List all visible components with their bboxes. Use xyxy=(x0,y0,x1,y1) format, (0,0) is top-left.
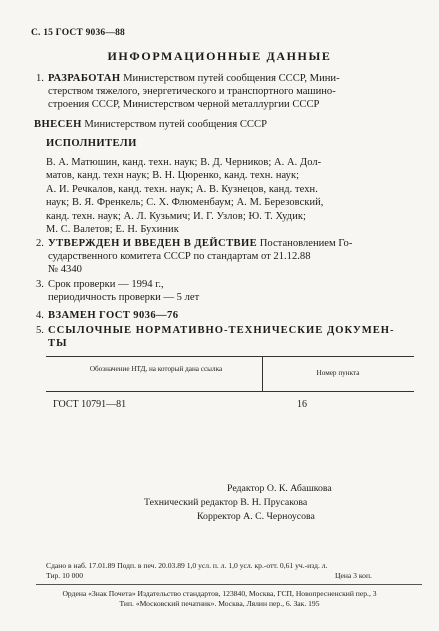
ispolniteli-line: матов, канд. техн наук; В. Н. Цюренко, канд. техн. наук; xyxy=(46,170,300,182)
table-header-clause: Номер пункта xyxy=(316,369,360,377)
table-cell-document: ГОСТ 10791—81 xyxy=(53,399,127,410)
print-info-line-1: Сдано в наб. 17.01.89 Подп. в печ. 20.03.89 1,0 усл. п. л. 1,0 усл. кр.-отт. 0,61 уч.-изд. л. xyxy=(46,561,328,570)
section-5-number: 5. xyxy=(36,325,44,336)
ispolniteli-heading xyxy=(46,137,137,150)
section-4-text: ВЗАМЕН ГОСТ 9036—76 xyxy=(48,310,179,321)
section-1-number: 1. xyxy=(36,73,44,84)
section-1 xyxy=(36,72,340,111)
footer-publisher: Ордена «Знак Почета» Издательство стандартов, 123840, Москва, ГСП, Новопресненский пер., 3 xyxy=(62,589,377,598)
vnesen-text: Министерством путей сообщения СССР xyxy=(81,119,267,130)
tech-editor-line: Технический редактор В. Н. Прусакова xyxy=(144,497,308,508)
section-1-line-1: Министерством путей сообщения СССР, Мини- xyxy=(120,73,340,84)
ispolniteli-line: наук; В. Я. Френкель; С. Х. Флюменбаум; А. М. Березовский, xyxy=(46,197,324,209)
section-2 xyxy=(36,237,352,276)
page-header: С. 15 ГОСТ 9036—88 xyxy=(31,28,125,38)
ispolniteli-line: М. С. Валетов; Е. Н. Бухиник xyxy=(46,224,179,236)
ispolniteli-line: канд. техн. наук; А. Л. Кузьмич; И. Г. Узлов; Ю. Т. Худик; xyxy=(46,210,306,222)
section-3-line-1: Срок проверки — 1994 г., xyxy=(48,279,164,290)
table-top-rule xyxy=(46,356,414,357)
section-3-number: 3. xyxy=(36,279,44,290)
section-2-line-2: сударственного комитета СССР по стандартам от 21.12.88 xyxy=(48,251,311,262)
section-2-lead: УТВЕРЖДЕН И ВВЕДЕН В ДЕЙСТВИЕ xyxy=(48,238,258,249)
section-1-lead: РАЗРАБОТАН xyxy=(48,73,121,84)
table-cell-clause: 16 xyxy=(297,399,307,410)
ispolniteli-line: В. А. Матюшин, канд. техн. наук; В. Д. Черников; А. А. Дол- xyxy=(46,157,322,168)
section-4-number: 4. xyxy=(36,310,44,321)
section-2-line-1: Постановлением Го- xyxy=(257,238,353,249)
vnesen-lead: ВНЕСЕН xyxy=(34,119,82,130)
section-3-line-2: периодичность проверки — 5 лет xyxy=(48,292,200,303)
page-title: ИНФОРМАЦИОННЫЕ ДАННЫЕ xyxy=(107,49,332,63)
section-1-line-2: стерством тяжелого, энергетического и транспортного машино- xyxy=(48,86,336,97)
ispolniteli-heading-text: ИСПОЛНИТЕЛИ xyxy=(46,138,137,149)
table-header-designation: Обозначение НТД, на который дана ссылка xyxy=(89,365,223,373)
section-2-line-3: № 4340 xyxy=(48,264,82,275)
section-3 xyxy=(36,278,199,304)
vnesen-line xyxy=(34,118,267,131)
section-2-number: 2. xyxy=(36,238,44,249)
ispolniteli-line: А. И. Речкалов, канд. техн. наук; А. В. Кузнецов, канд. техн. xyxy=(46,183,318,195)
proofreader-line: Корректор А. С. Черноусова xyxy=(197,511,315,522)
table-header-rule xyxy=(46,391,414,392)
section-5 xyxy=(36,324,395,350)
print-info-price: Цена 3 коп. xyxy=(335,571,372,580)
print-info-circulation: Тир. 10 000 xyxy=(46,571,83,580)
editor-line: Редактор О. К. Абашкова xyxy=(227,483,332,494)
section-5-line-1: ССЫЛОЧНЫЕ НОРМАТИВНО-ТЕХНИЧЕСКИЕ ДОКУМЕН- xyxy=(48,325,395,336)
section-1-line-3: строения СССР, Министерством черной металлургии СССР xyxy=(48,99,320,110)
section-4 xyxy=(36,309,178,322)
ispolniteli-list xyxy=(46,156,323,236)
section-5-line-2: ТЫ xyxy=(48,338,68,349)
footer-printer: Тип. «Московский печатник». Москва, Лялин пер., 6. Зак. 195 xyxy=(119,599,320,608)
footer-rule xyxy=(36,584,422,585)
